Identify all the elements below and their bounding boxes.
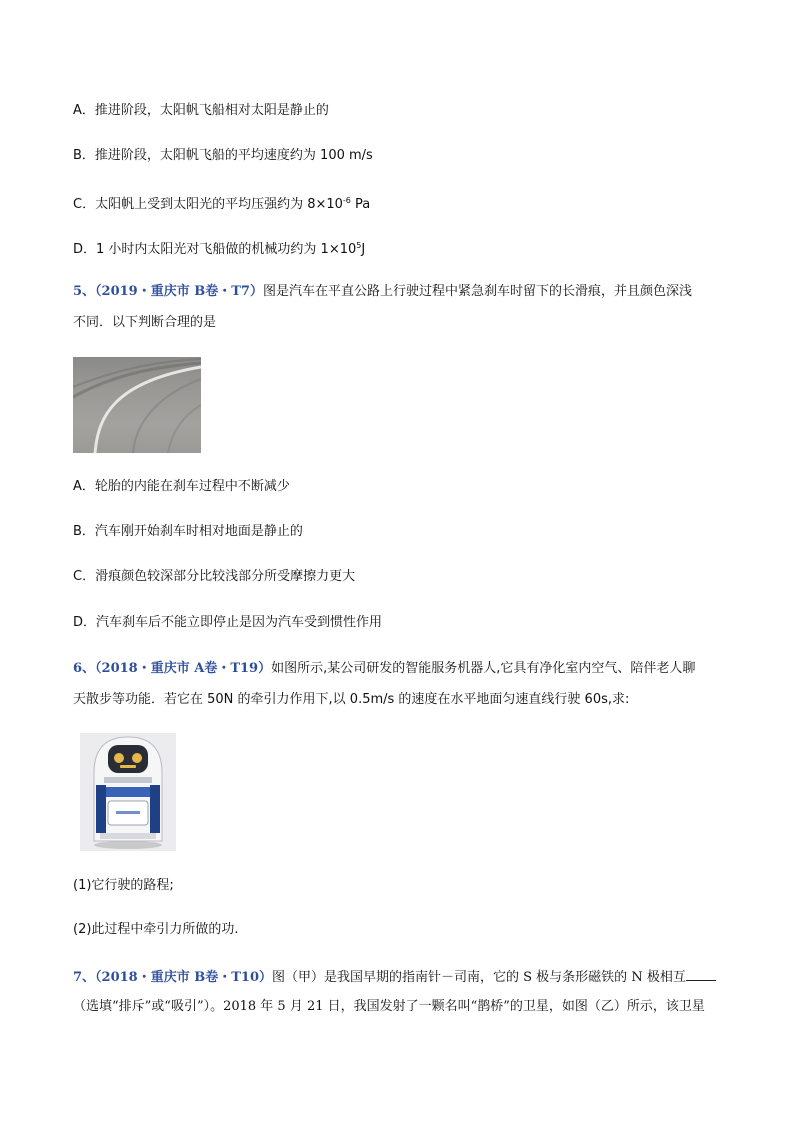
q7-stem-text-1: 图（甲）是我国早期的指南针－司南，它的 S 极与条形磁铁的 N 极相互 xyxy=(272,970,686,985)
q4-option-a: A．推进阶段，太阳帆飞船相对太阳是静止的 xyxy=(73,103,329,118)
q6-sub-question-2: (2)此过程中牵引力所做的功. xyxy=(73,922,239,937)
q5-stem-line-1 xyxy=(73,282,692,302)
q4-option-d xyxy=(73,236,365,260)
q6-stem-text-1: 如图所示,某公司研发的智能服务机器人,它具有净化室内空气、陪伴老人聊 xyxy=(271,661,696,676)
q7-stem-line-2: （选填“排斥”或“吸引”）。2018 年 5 月 21 日，我国发射了一颗名叫“鹊桥”的卫星，如图（乙）所示，该卫星 xyxy=(73,999,705,1014)
q7-stem-line-1 xyxy=(73,966,716,988)
q4-option-c-text: C．太阳帆上受到太阳光的平均压强约为 8×10 xyxy=(73,197,343,212)
answer-blank[interactable] xyxy=(686,966,716,981)
q7-heading: 7、（2018・重庆市 B卷・T10） xyxy=(73,970,273,985)
q4-option-c-exponent: -6 xyxy=(342,196,351,205)
q4-option-c xyxy=(73,191,370,215)
road-skid-marks-drawing xyxy=(73,357,201,453)
q5-option-a: A．轮胎的内能在刹车过程中不断减少 xyxy=(73,479,290,494)
q5-heading: 5、（2019・重庆市 B卷・T7） xyxy=(73,284,263,299)
q4-option-b: B．推进阶段，太阳帆飞船的平均速度约为 100 m/s xyxy=(73,148,373,163)
q5-stem-text-1: 图是汽车在平直公路上行驶过程中紧急刹车时留下的长滑痕，并且颜色深浅 xyxy=(262,284,692,299)
q4-option-d-exponent: 5 xyxy=(356,241,362,250)
service-robot-image xyxy=(80,733,176,851)
q4-option-d-unit: J xyxy=(361,242,366,257)
road-skid-marks-image xyxy=(73,357,201,453)
q5-option-b: B．汽车刚开始刹车时相对地面是静止的 xyxy=(73,524,303,539)
q6-stem-line-2: 天散步等功能．若它在 50N 的牵引力作用下,以 0.5m/s 的速度在水平地面匀速直线行驶 60s,求: xyxy=(73,692,630,707)
service-robot-drawing xyxy=(80,733,176,851)
q4-option-d-text: D．1 小时内太阳光对飞船做的机械功约为 1×10 xyxy=(73,242,357,257)
q6-heading: 6、（2018・重庆市 A卷・T19） xyxy=(73,661,272,676)
q5-stem-line-2: 不同．以下判断合理的是 xyxy=(73,315,217,330)
q5-option-c: C．滑痕颜色较深部分比较浅部分所受摩擦力更大 xyxy=(73,569,356,584)
q5-option-d: D．汽车刹车后不能立即停止是因为汽车受到惯性作用 xyxy=(73,615,383,630)
q6-stem-line-1 xyxy=(73,659,695,679)
q4-option-c-unit: Pa xyxy=(350,197,371,212)
q6-sub-question-1: (1)它行驶的路程; xyxy=(73,878,174,893)
